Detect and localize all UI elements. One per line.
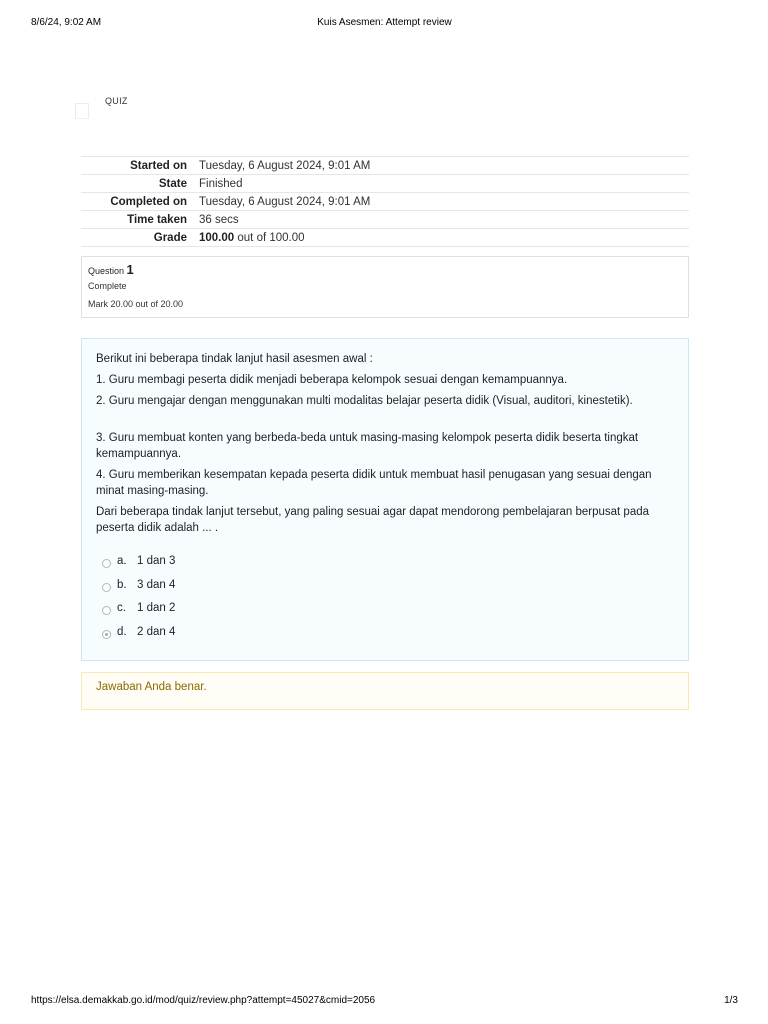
question-paragraph: Berikut ini beberapa tindak lanjut hasil asesmen awal : [96, 353, 373, 365]
grade-score: 100.00 [199, 231, 235, 244]
radio-button[interactable] [102, 559, 111, 568]
summary-row [81, 157, 689, 175]
question-prefix: Question [88, 266, 125, 276]
summary-label: Completed on [110, 195, 187, 208]
summary-value: Tuesday, 6 August 2024, 9:01 AM [199, 159, 371, 172]
question-paragraph: 1. Guru membagi peserta didik menjadi beberapa kelompok sesuai dengan kemampuannya. [96, 374, 568, 386]
print-datetime: 8/6/24, 9:02 AM [31, 17, 102, 28]
grade-label: Grade [153, 231, 187, 244]
answer-feedback [81, 672, 689, 710]
question-paragraph: 4. Guru memberikan kesempatan kepada peserta didik untuk membuat hasil penugasan yang sesuai dengan minat masing-masing. [96, 469, 652, 497]
option-text: 1 dan 3 [137, 555, 176, 567]
grade-value [199, 229, 689, 247]
question-info [81, 256, 689, 318]
question-paragraph: 3. Guru membuat konten yang berbeda-beda untuk masing-masing kelompok peserta didik beserta tingkat kemampuannya. [96, 432, 639, 460]
option-text: 1 dan 2 [137, 602, 176, 614]
summary-row [81, 193, 689, 211]
question-mark: Mark 20.00 out of 20.00 [88, 299, 184, 309]
option-text: 2 dan 4 [137, 626, 176, 638]
option-letter: d. [117, 626, 127, 638]
activity-label: QUIZ [105, 96, 128, 106]
summary-value: Finished [199, 177, 243, 190]
option-letter: c. [117, 602, 126, 614]
summary-label: State [158, 177, 187, 190]
question-state: Complete [88, 281, 127, 291]
grade-suffix: out of 100.00 [237, 231, 305, 244]
radio-button[interactable] [102, 606, 111, 615]
print-url: https://elsa.demakkab.go.id/mod/quiz/review.php?attempt=45027&cmid=2056 [31, 995, 376, 1006]
summary-row [81, 175, 689, 193]
radio-button[interactable] [102, 583, 111, 592]
question-number-value: 1 [126, 262, 134, 277]
option-letter: b. [117, 579, 127, 591]
summary-label: Time taken [127, 213, 187, 226]
radio-button-selected[interactable] [102, 630, 111, 639]
question-content [81, 338, 689, 661]
activity-header [75, 95, 195, 123]
print-header [31, 17, 738, 31]
option-letter: a. [117, 555, 127, 567]
quiz-icon [75, 103, 89, 119]
summary-value: 36 secs [199, 213, 239, 226]
feedback-text: Jawaban Anda benar. [96, 681, 207, 693]
summary-row-grade [81, 229, 689, 247]
option-text: 3 dan 4 [137, 579, 176, 591]
print-footer [31, 995, 738, 1009]
summary-row [81, 211, 689, 229]
question-paragraph: 2. Guru mengajar dengan menggunakan multi modalitas belajar peserta didik (Visual, auditori, kinestetik). [96, 395, 633, 407]
attempt-summary-table [81, 156, 689, 247]
summary-label: Started on [130, 159, 187, 172]
print-page-title: Kuis Asesmen: Attempt review [317, 17, 452, 28]
question-paragraph: Dari beberapa tindak lanjut tersebut, yang paling sesuai agar dapat mendorong pembelajaran berpusat pada peserta didik adalah ... . [96, 506, 650, 534]
summary-value: Tuesday, 6 August 2024, 9:01 AM [199, 195, 371, 208]
print-page-number: 1/3 [724, 995, 738, 1006]
question-number [88, 262, 134, 277]
